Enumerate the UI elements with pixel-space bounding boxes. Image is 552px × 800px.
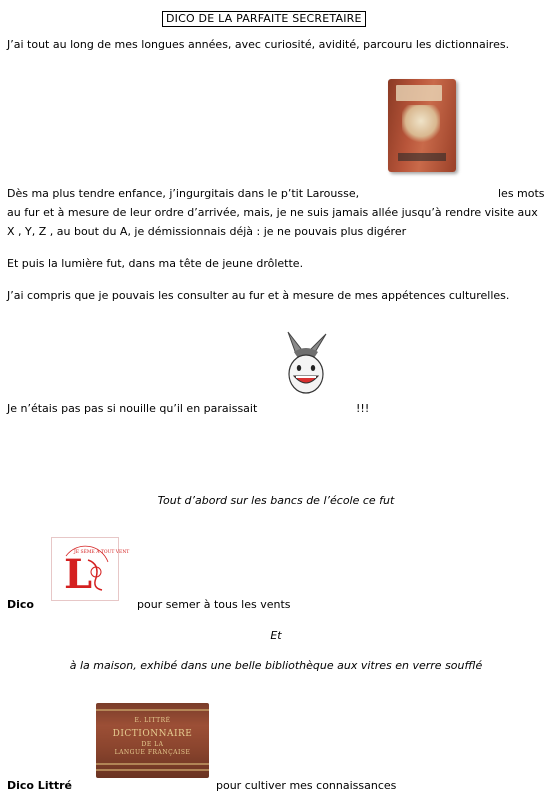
paragraph-childhood-1-end: les mots xyxy=(498,187,545,200)
larousse-logo-image xyxy=(51,537,130,601)
paragraph-nouille: Je n’étais pas pas si nouille qu’il en paraissait xyxy=(7,402,258,415)
paragraph-childhood-2: au fur et à mesure de leur ordre d’arrivée, mais, je ne suis jamais allée jusqu’à rendre visite aux xyxy=(7,206,538,219)
dictionnaire-littre-book-image xyxy=(96,703,209,778)
littre-author: E. LITTRÉ xyxy=(134,717,171,724)
dico-text-1: pour semer à tous les vents xyxy=(137,598,291,611)
paragraph-childhood-3: X , Y, Z , au bout du A, je démissionnais déjà : je ne pouvais plus digérer xyxy=(7,225,407,238)
paragraph-light: Et puis la lumière fut, dans ma tête de jeune drôlette. xyxy=(7,257,304,270)
paragraph-home: à la maison, exhibé dans une belle bibliothèque aux vitres en verre soufflé xyxy=(69,659,483,672)
svg-text:L: L xyxy=(64,551,93,598)
page-title: DICO DE LA PARFAITE SECRETAIRE xyxy=(162,11,366,27)
paragraph-school: Tout d’abord sur les bancs de l’école ce fut xyxy=(157,494,395,507)
petit-larousse-book-image xyxy=(388,79,456,172)
paragraph-intro: J’ai tout au long de mes longues années, avec curiosité, avidité, parcouru les dictionnaires. xyxy=(7,38,510,51)
donkey-face-image xyxy=(280,330,332,396)
paragraph-understood: J’ai compris que je pouvais les consulter au fur et à mesure de mes appétences culturelles. xyxy=(7,289,510,302)
dico-label-2: Dico Littré xyxy=(7,779,72,792)
paragraph-nouille-end: !!! xyxy=(356,402,370,415)
littre-de-la: DE LA xyxy=(141,741,164,748)
larousse-motto: JE SÈME À TOUT VENT xyxy=(74,550,130,555)
paragraph-et: Et xyxy=(270,629,282,642)
dico-text-2: pour cultiver mes connaissances xyxy=(216,779,397,792)
dico-label-1: Dico xyxy=(7,598,34,611)
paragraph-childhood-1: Dès ma plus tendre enfance, j’ingurgitais dans le p’tit Larousse, xyxy=(7,187,360,200)
littre-title: DICTIONNAIRE xyxy=(112,729,193,739)
littre-langue: LANGUE FRANÇAISE xyxy=(114,749,191,756)
